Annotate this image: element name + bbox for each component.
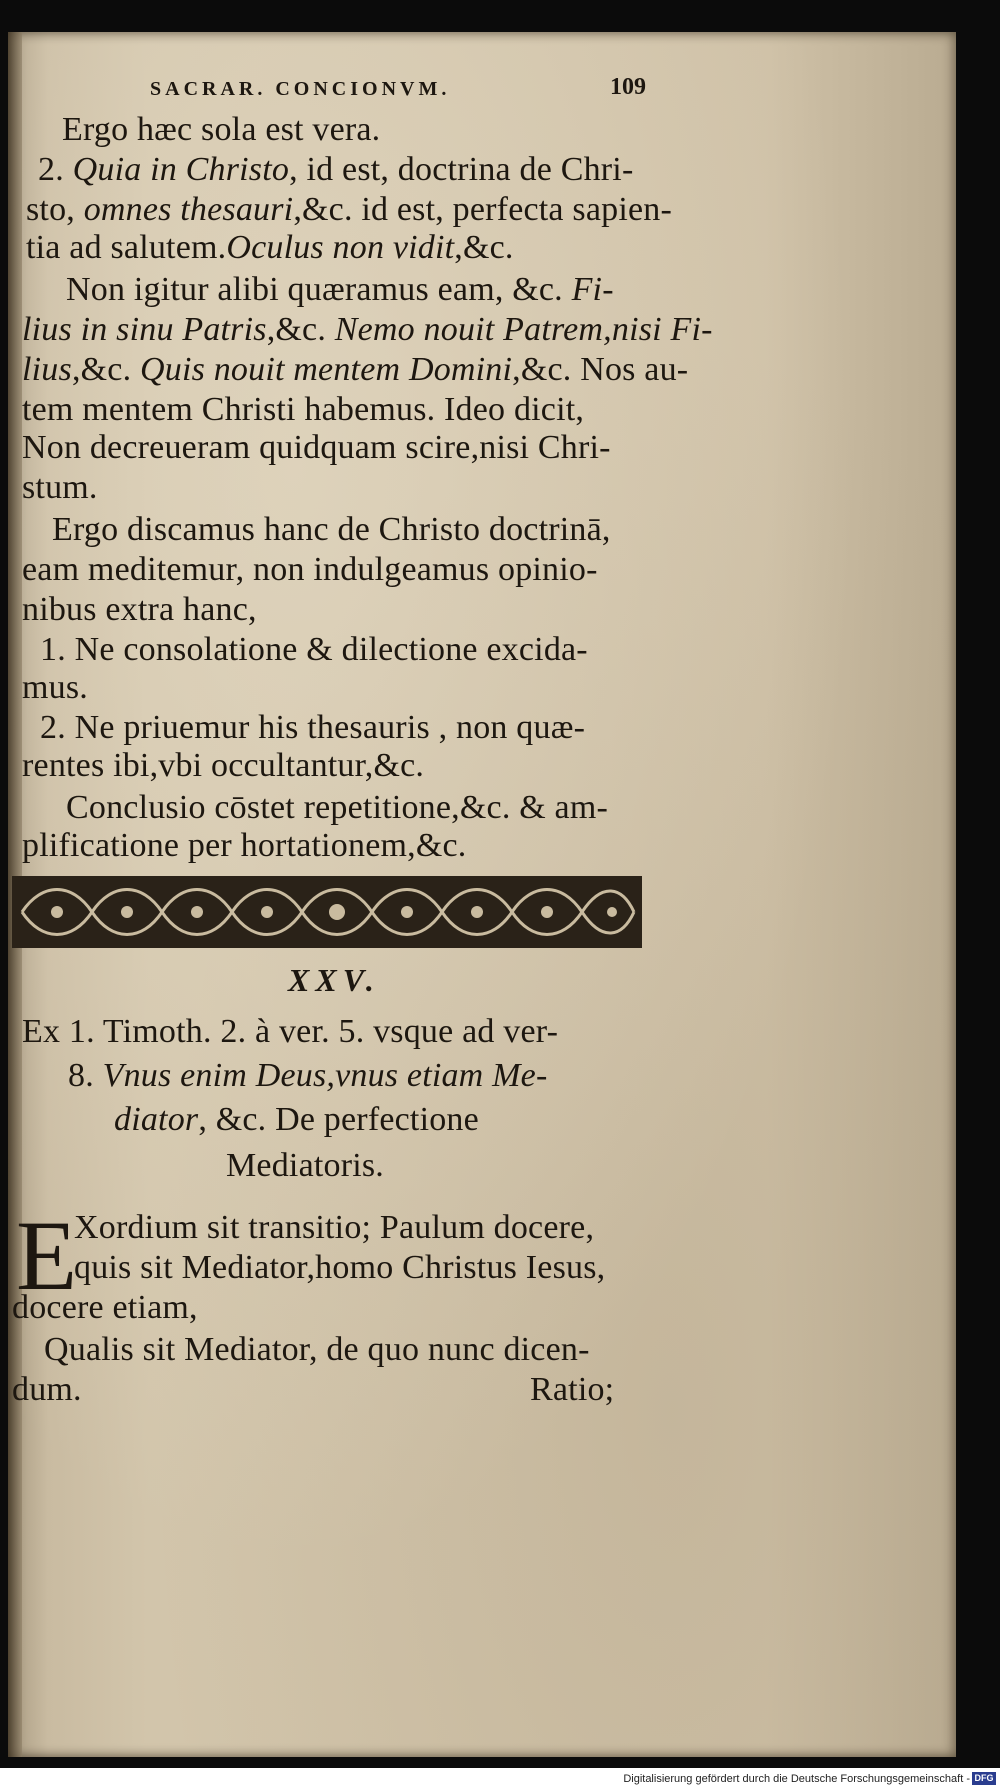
- text-run: Xordium sit transitio; Paulum docere,: [74, 1209, 595, 1246]
- italic-text: Quia in Christo: [72, 151, 290, 188]
- text-line: [38, 150, 633, 190]
- italic-text: omnes thesauri: [83, 191, 294, 228]
- italic-text: Nemo nouit Patrem,nisi Fi-: [334, 311, 713, 348]
- italic-text: Vnus enim Deus,vnus etiam Me-: [102, 1057, 548, 1094]
- text-run: tia ad salutem.: [26, 229, 227, 266]
- text-line: [22, 668, 88, 708]
- text-run: 1. Ne consolatione & dilectione excida-: [40, 631, 588, 668]
- text-run: Non decreueram quidquam scire,nisi Chri-: [22, 429, 611, 466]
- text-line: [52, 510, 611, 550]
- text-run: Non igitur alibi quæramus eam, &c.: [66, 271, 572, 308]
- text-run: stum.: [22, 469, 98, 506]
- italic-text: Oculus non vidit: [226, 229, 455, 266]
- text-run: mus.: [22, 669, 88, 706]
- text-line: [22, 350, 688, 390]
- text-line: [44, 1330, 590, 1370]
- text-run: ,&c.: [454, 229, 514, 266]
- text-line: [62, 110, 380, 150]
- text-line: [66, 788, 608, 828]
- dfg-logo: DFG: [972, 1772, 996, 1785]
- footer-credit: Digitalisierung gefördert durch die Deutsche Forschungsgemeinschaft -: [623, 1773, 970, 1785]
- text-run: ,&c. Nos au-: [512, 351, 689, 388]
- text-line: [66, 270, 614, 310]
- text-line: [22, 310, 713, 350]
- text-run: docere etiam,: [12, 1289, 198, 1326]
- text-line: [22, 1012, 558, 1052]
- italic-text: lius: [22, 351, 72, 388]
- text-line: [26, 190, 672, 230]
- text-line: [74, 1248, 605, 1288]
- text-line: [68, 1056, 547, 1096]
- text-run: quis sit Mediator,homo Christus Iesus,: [74, 1249, 606, 1286]
- text-run: , id est, doctrina de Chri-: [289, 151, 634, 188]
- text-run: Mediatoris.: [226, 1147, 385, 1184]
- text-run: rentes ibi,vbi occultantur,&c.: [22, 747, 425, 784]
- text-run: plificatione per hortationem,&c.: [22, 827, 467, 864]
- text-run: dum.: [12, 1371, 82, 1408]
- text-run: Ergo hæc sola est vera.: [62, 111, 381, 148]
- text-run: ,&c. id est, perfecta sapien-: [293, 191, 673, 228]
- italic-text: Fi-: [571, 271, 614, 308]
- text-run: tem mentem Christi habemus. Ideo dicit,: [22, 391, 585, 428]
- text-run: sto,: [26, 191, 84, 228]
- text-line: [74, 1208, 594, 1248]
- text-line: [22, 550, 598, 590]
- text-run: nibus extra hanc,: [22, 591, 257, 628]
- text-line: [226, 1146, 384, 1186]
- ornamental-band: [12, 876, 642, 948]
- italic-text: Quis nouit mentem Domini: [139, 351, 513, 388]
- text-line: [22, 428, 611, 468]
- text-line: [22, 468, 98, 508]
- text-line: [22, 590, 257, 630]
- section-number: XXV.: [288, 962, 380, 998]
- text-line: [26, 228, 514, 268]
- text-run: Qualis sit Mediator, de quo nunc dicen-: [44, 1331, 590, 1368]
- text-run: 2. Ne priuemur his thesauris , non quæ-: [40, 709, 586, 746]
- text-run: Ergo discamus hanc de Christo doctrinā,: [52, 511, 611, 548]
- text-run: Conclusio cōstet repetitione,&c. & am-: [66, 789, 609, 826]
- text-line: [12, 1288, 198, 1328]
- text-run: 2.: [38, 151, 73, 188]
- text-run: , &c. De perfectione: [198, 1101, 479, 1138]
- drop-cap: E: [16, 1200, 78, 1311]
- text-run: ,&c.: [266, 311, 335, 348]
- text-line: [22, 826, 466, 866]
- text-line: [40, 708, 585, 748]
- text-line: [40, 630, 588, 670]
- digitization-footer: [0, 1768, 1000, 1788]
- page-number: 109: [610, 74, 646, 100]
- text-run: 8.: [68, 1057, 103, 1094]
- text-line: [22, 746, 424, 786]
- catchword: Ratio;: [530, 1371, 615, 1408]
- text-line: [12, 1370, 82, 1410]
- text-run: Ex 1. Timoth. 2. à ver. 5. vsque ad ver-: [22, 1013, 559, 1050]
- italic-text: lius in sinu Patris: [22, 311, 267, 348]
- text-run: ,&c.: [71, 351, 140, 388]
- text-line: [22, 390, 584, 430]
- italic-text: diator: [114, 1101, 199, 1138]
- text-line: [114, 1100, 479, 1140]
- text-run: eam meditemur, non indulgeamus opinio-: [22, 551, 598, 588]
- running-title: SACRAR. CONCIONVM.: [150, 78, 451, 100]
